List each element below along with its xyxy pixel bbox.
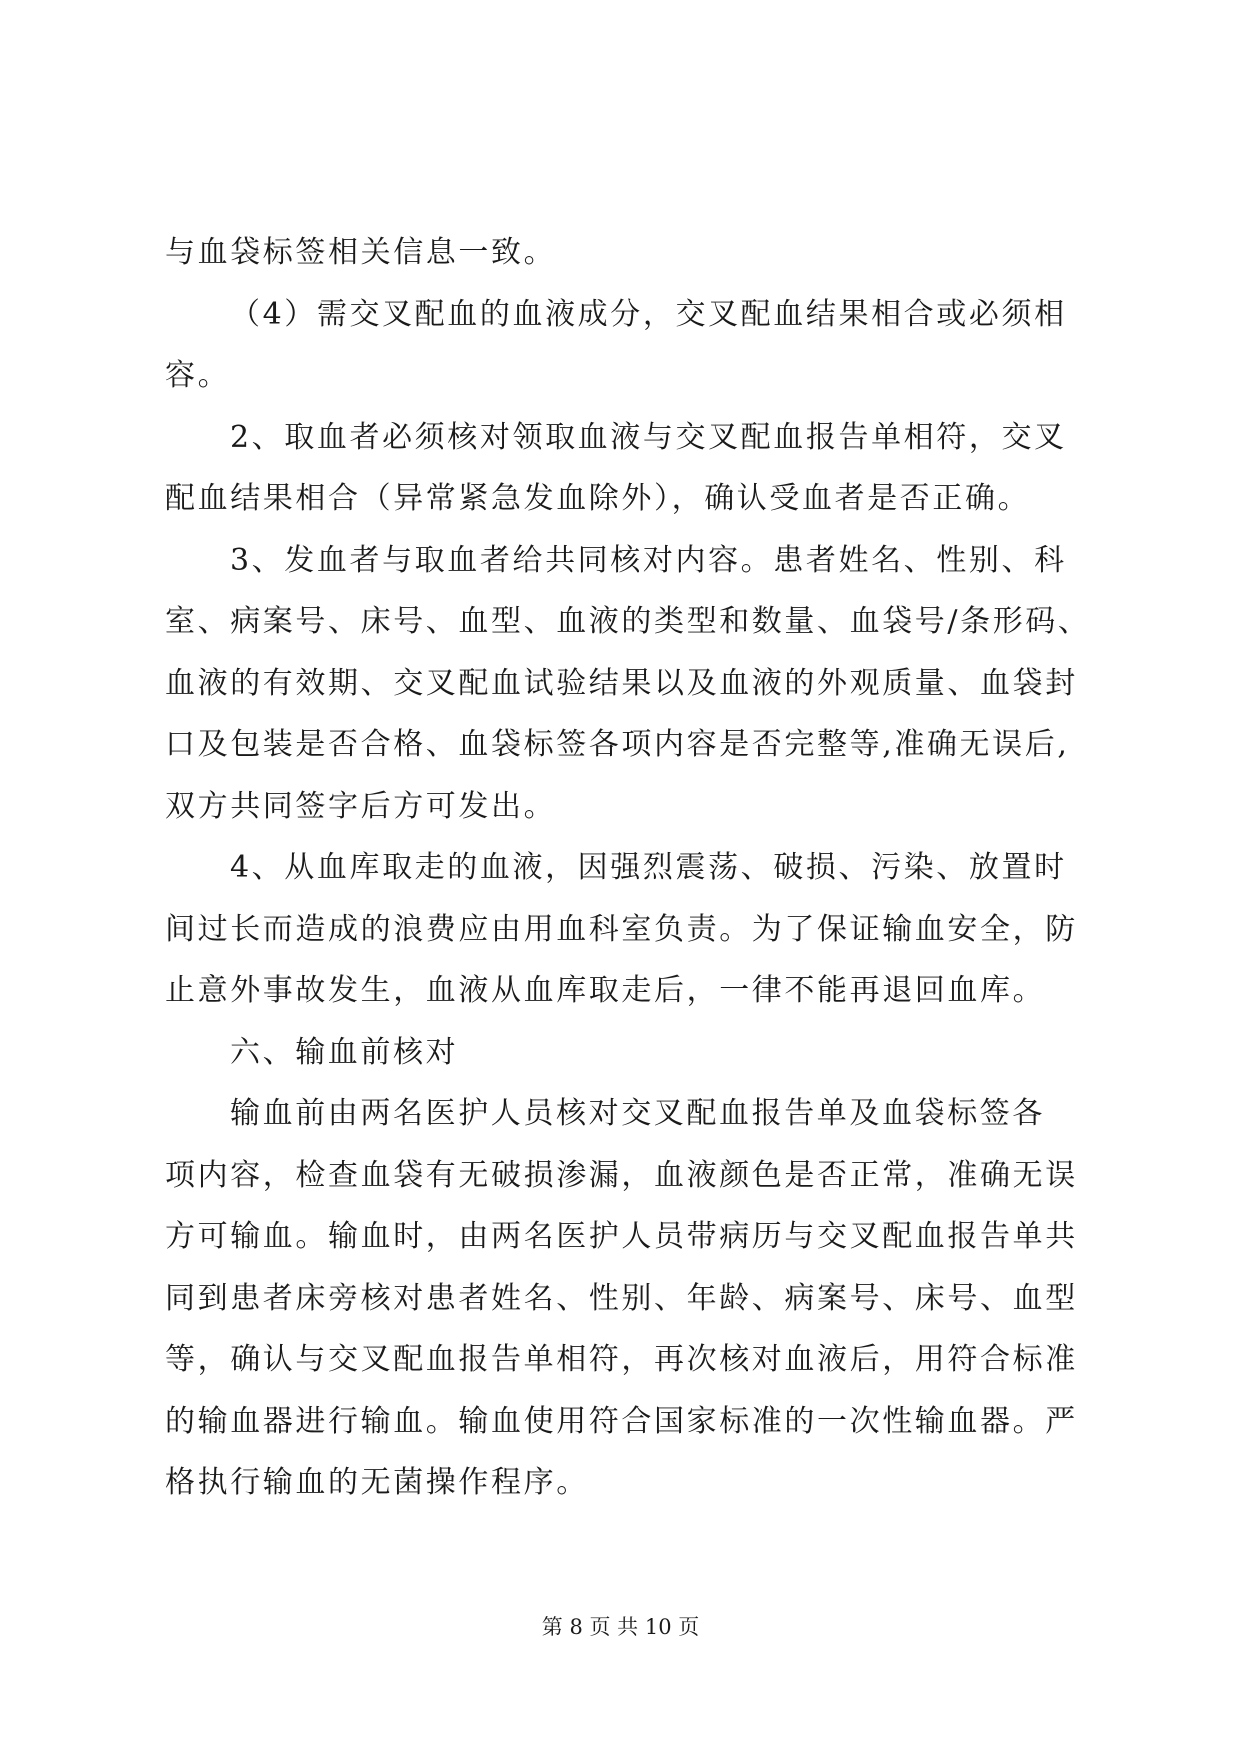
text-line: 容。 (165, 358, 231, 393)
text-line: 格执行输血的无菌操作程序。 (165, 1465, 589, 1500)
text-line: 项内容，检查血袋有无破损渗漏，血液颜色是否正常，准确无误 (165, 1157, 1078, 1193)
section-heading: 六、输血前核对 (230, 1034, 459, 1070)
text-line: 口及包装是否合格、血袋标签各项内容是否完整等,准确无误后, (165, 727, 1070, 762)
text-line: 方可输血。输血时，由两名医护人员带病历与交叉配血报告单共 (165, 1219, 1078, 1254)
text-line: 双方共同签字后方可发出。 (165, 788, 557, 824)
text-line: 输血前由两名医护人员核对交叉配血报告单及血袋标签各 (230, 1096, 1045, 1131)
text-line: 室、病案号、床号、血型、血液的类型和数量、血袋号/条形码、 (165, 604, 1091, 639)
text-line: 间过长而造成的浪费应由用血科室负责。为了保证输血安全，防 (165, 911, 1078, 947)
text-line: （4）需交叉配血的血液成分，交叉配血结果相合或必须相 (230, 296, 1067, 332)
body-text (165, 222, 1091, 1514)
text-line: 等，确认与交叉配血报告单相符，再次核对血液后，用符合标准 (165, 1342, 1078, 1377)
text-line: 止意外事故发生，血液从血库取走后，一律不能再退回血库。 (165, 973, 1046, 1008)
text-line: 同到患者床旁核对患者姓名、性别、年龄、病案号、床号、血型 (165, 1280, 1078, 1316)
text-line: 的输血器进行输血。输血使用符合国家标准的一次性输血器。严 (165, 1403, 1078, 1439)
text-line: 3、发血者与取血者给共同核对内容。患者姓名、性别、科 (230, 542, 1067, 578)
text-line: 血液的有效期、交叉配血试验结果以及血液的外观质量、血袋封 (165, 665, 1078, 701)
text-line: 2、取血者必须核对领取血液与交叉配血报告单相符，交叉 (230, 419, 1067, 455)
text-line: 4、从血库取走的血液，因强烈震荡、破损、污染、放置时 (230, 850, 1067, 885)
page-number-label: 第 8 页 共 10 页 (541, 1615, 700, 1639)
text-line: 与血袋标签相关信息一致。 (165, 235, 557, 270)
text-line: 配血结果相合（异常紧急发血除外），确认受血者是否正确。 (165, 481, 1031, 516)
page-footer (0, 1612, 1241, 1642)
